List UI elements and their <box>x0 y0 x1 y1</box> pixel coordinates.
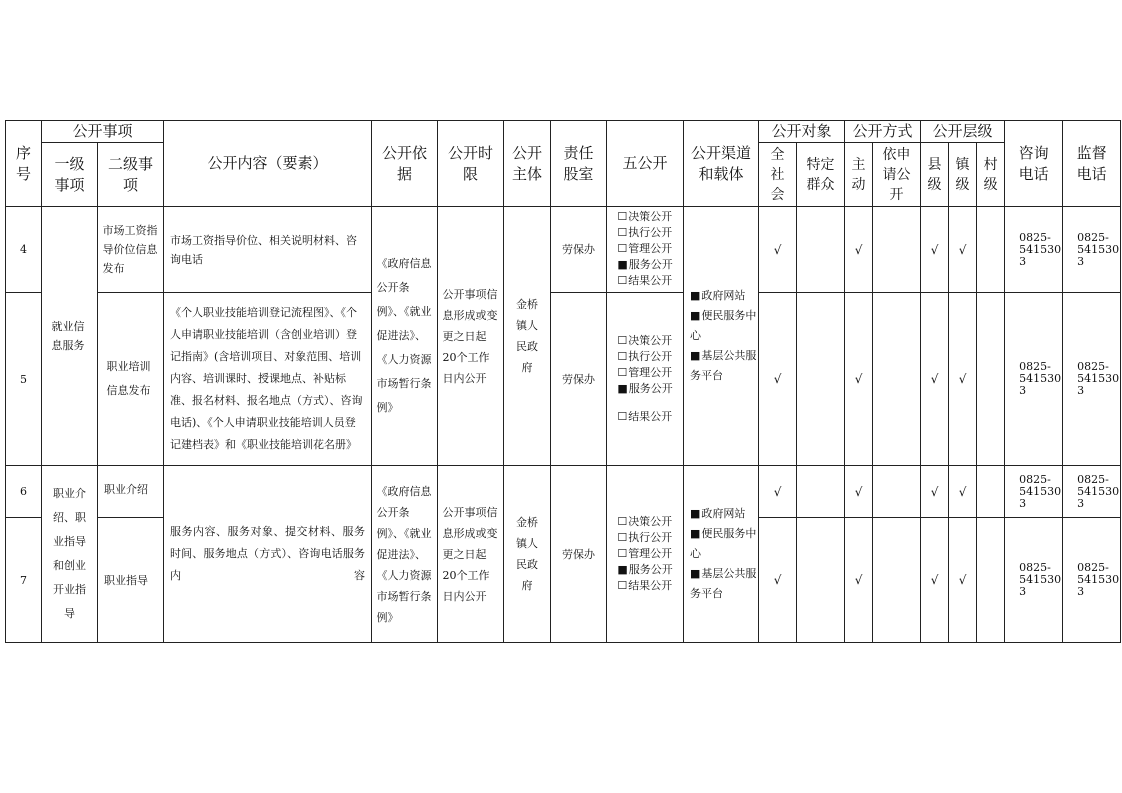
empty-specific <box>797 293 845 466</box>
checklist-result: ☐结果公开 <box>617 578 673 592</box>
tick-all-society: √ <box>759 466 797 518</box>
checklist-service: ■服务公开 <box>617 258 673 271</box>
consult-phone: 0825- 541530 3 <box>1005 466 1063 518</box>
tick-county: √ <box>921 207 949 293</box>
bullet-square-icon: ■ <box>690 309 701 322</box>
supervise-phone: 0825- 541530 3 <box>1063 293 1121 466</box>
tick-town: √ <box>949 466 977 518</box>
tick-active: √ <box>845 466 873 518</box>
level2-item: 职业介绍 <box>98 466 164 518</box>
header-all-society: 全社会 <box>759 143 797 207</box>
header-village: 村级 <box>977 143 1005 207</box>
tick-active: √ <box>845 207 873 293</box>
tick-county: √ <box>921 466 949 518</box>
period-cell: 公开事项信息形成或变更之日起20个工作日内公开 <box>438 466 504 643</box>
header-county: 县级 <box>921 143 949 207</box>
empty-specific <box>797 207 845 293</box>
empty-on-request <box>873 518 921 643</box>
bullet-square-icon: ■ <box>690 349 701 362</box>
office-cell: 劳保办 <box>551 207 607 293</box>
tick-town: √ <box>949 518 977 643</box>
row-seq: 5 <box>6 293 42 466</box>
empty-on-request <box>873 466 921 518</box>
channel-website: ■政府网站 <box>690 507 746 520</box>
checkbox-checked-icon: ■ <box>617 562 628 576</box>
checkbox-empty-icon: ☐ <box>617 365 628 379</box>
content-cell: 市场工资指导价位、相关说明材料、咨询电话 <box>164 207 372 293</box>
header-items: 公开事项 <box>42 121 164 143</box>
header-seq: 序号 <box>6 121 42 207</box>
five-open-checklist <box>607 466 684 643</box>
checkbox-empty-icon: ☐ <box>617 333 628 347</box>
header-specific: 特定群众 <box>797 143 845 207</box>
header-content: 公开内容（要素） <box>164 121 372 207</box>
bullet-square-icon: ■ <box>690 527 701 540</box>
header-town: 镇级 <box>949 143 977 207</box>
channel-cell <box>684 207 759 466</box>
bullet-square-icon: ■ <box>690 567 701 580</box>
channel-platform: ■基层公共服务平台 <box>690 567 757 600</box>
subject-cell: 金桥镇人民政府 <box>504 207 551 466</box>
empty-village <box>977 466 1005 518</box>
subject-cell: 金桥镇人民政府 <box>504 466 551 643</box>
checkbox-empty-icon: ☐ <box>617 409 628 423</box>
basis-cell: 《政府信息公开条例》、《就业促进法》、《人力资源市场暂行条例》 <box>372 466 438 643</box>
checkbox-empty-icon: ☐ <box>617 226 628 239</box>
basis-cell: 《政府信息公开条例》、《就业促进法》、《人力资源市场暂行条例》 <box>372 207 438 466</box>
level2-item: 职业指导 <box>98 518 164 643</box>
tick-county: √ <box>921 293 949 466</box>
table-row <box>6 293 1121 466</box>
header-level1: 一级事项 <box>42 143 98 207</box>
header-supervise-phone: 监督电话 <box>1063 121 1121 207</box>
channel-platform: ■基层公共服务平台 <box>690 349 757 382</box>
row-seq: 7 <box>6 518 42 643</box>
empty-specific <box>797 466 845 518</box>
checklist-gap <box>617 397 672 409</box>
table-row <box>6 207 1121 293</box>
five-open-checklist <box>607 207 684 293</box>
checklist-service: ■服务公开 <box>617 562 673 576</box>
period-cell: 公开事项信息形成或变更之日起20个工作日内公开 <box>438 207 504 466</box>
tick-county: √ <box>921 518 949 643</box>
bullet-square-icon: ■ <box>690 289 701 302</box>
content-cell: 《个人职业技能培训登记流程图》、《个人申请职业技能培训（含创业培训）登记指南》(含培训项目、对象范围、培训内容、培训课时、授课地点、补贴标准、报名材料、报名地点（方式）、咨询电话)、《个人申请职业技能培训人员登记建档表》和《职业技能培训花名册》 <box>164 293 372 466</box>
channel-cell <box>684 466 759 643</box>
header-period: 公开时限 <box>438 121 504 207</box>
disclosure-table <box>5 120 1121 643</box>
channel-service-center: ■便民服务中心 <box>690 309 757 342</box>
checkbox-empty-icon: ☐ <box>617 274 628 287</box>
header-channel: 公开渠道和载体 <box>684 121 759 207</box>
header-level: 公开层级 <box>921 121 1005 143</box>
header-target: 公开对象 <box>759 121 845 143</box>
consult-phone: 0825- 541530 3 <box>1005 293 1063 466</box>
checkbox-empty-icon: ☐ <box>617 514 628 528</box>
header-method: 公开方式 <box>845 121 921 143</box>
checkbox-checked-icon: ■ <box>617 381 628 395</box>
checklist-execution: ☐执行公开 <box>617 226 673 239</box>
checklist-management: ☐管理公开 <box>617 365 673 379</box>
checkbox-checked-icon: ■ <box>617 258 628 271</box>
tick-all-society: √ <box>759 293 797 466</box>
header-row-1 <box>6 121 1121 143</box>
checkbox-empty-icon: ☐ <box>617 242 628 255</box>
channel-website: ■政府网站 <box>690 289 746 302</box>
checklist-execution: ☐执行公开 <box>617 349 673 363</box>
empty-village <box>977 518 1005 643</box>
row-seq: 6 <box>6 466 42 518</box>
level1-item: 就业信息服务 <box>42 207 98 466</box>
office-cell: 劳保办 <box>551 293 607 466</box>
checkbox-empty-icon: ☐ <box>617 546 628 560</box>
tick-town: √ <box>949 293 977 466</box>
consult-phone: 0825- 541530 3 <box>1005 518 1063 643</box>
checklist-service: ■服务公开 <box>617 381 673 395</box>
row-seq: 4 <box>6 207 42 293</box>
supervise-phone: 0825- 541530 3 <box>1063 466 1121 518</box>
consult-phone: 0825- 541530 3 <box>1005 207 1063 293</box>
empty-village <box>977 207 1005 293</box>
bullet-square-icon: ■ <box>690 507 701 520</box>
checklist-decision: ☐决策公开 <box>617 514 673 528</box>
checklist-management: ☐管理公开 <box>617 546 673 560</box>
checkbox-empty-icon: ☐ <box>617 530 628 544</box>
level2-item: 职业培训信息发布 <box>98 293 164 466</box>
checklist-decision: ☐决策公开 <box>617 333 673 347</box>
header-on-request: 依申请公开 <box>873 143 921 207</box>
empty-on-request <box>873 293 921 466</box>
checklist-execution: ☐执行公开 <box>617 530 673 544</box>
checklist-decision: ☐决策公开 <box>617 210 673 223</box>
header-subject: 公开主体 <box>504 121 551 207</box>
header-basis: 公开依据 <box>372 121 438 207</box>
checklist-result: ☐结果公开 <box>617 274 673 287</box>
tick-all-society: √ <box>759 207 797 293</box>
tick-active: √ <box>845 293 873 466</box>
header-level2: 二级事项 <box>98 143 164 207</box>
tick-town: √ <box>949 207 977 293</box>
checklist-result: ☐结果公开 <box>617 409 673 423</box>
header-office: 责任股室 <box>551 121 607 207</box>
checklist-management: ☐管理公开 <box>617 242 673 255</box>
supervise-phone: 0825- 541530 3 <box>1063 518 1121 643</box>
checkbox-empty-icon: ☐ <box>617 349 628 363</box>
office-cell: 劳保办 <box>551 466 607 643</box>
empty-village <box>977 293 1005 466</box>
five-open-checklist <box>607 293 684 466</box>
tick-all-society: √ <box>759 518 797 643</box>
level1-item: 职业介绍、职业指导和创业开业指导 <box>42 466 98 643</box>
empty-specific <box>797 518 845 643</box>
tick-active: √ <box>845 518 873 643</box>
level2-item: 市场工资指导价位信息发布 <box>98 207 164 293</box>
supervise-phone: 0825- 541530 3 <box>1063 207 1121 293</box>
header-active: 主动 <box>845 143 873 207</box>
checkbox-empty-icon: ☐ <box>617 210 628 223</box>
checkbox-empty-icon: ☐ <box>617 578 628 592</box>
content-cell: 服务内容、服务对象、提交材料、服务时间、服务地点（方式）、咨询电话服务内容 <box>164 466 372 643</box>
header-consult-phone: 咨询电话 <box>1005 121 1063 207</box>
table-row <box>6 466 1121 518</box>
channel-service-center: ■便民服务中心 <box>690 527 757 560</box>
empty-on-request <box>873 207 921 293</box>
header-five-open: 五公开 <box>607 121 684 207</box>
